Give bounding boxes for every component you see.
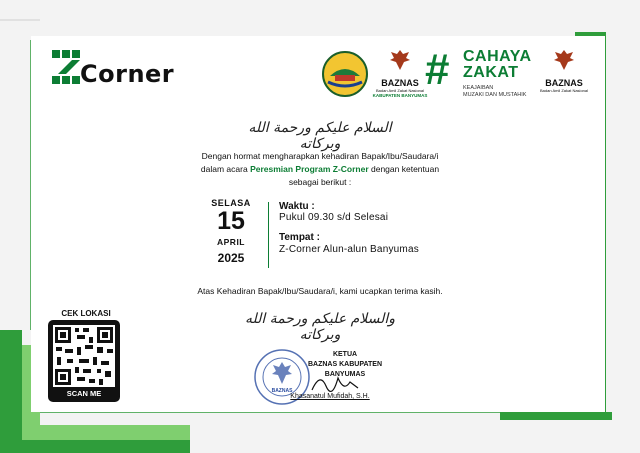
qr-label: CEK LOKASI xyxy=(61,309,111,318)
intro-line2-prefix: dalam acara xyxy=(200,164,251,174)
intro-line2-suffix: dengan ketentuan xyxy=(368,164,440,174)
banyumas-seal-icon xyxy=(320,48,370,98)
closing-arabic: والسلام عليكم ورحمة الله وبركاته xyxy=(244,311,396,343)
garuda-icon xyxy=(389,48,411,72)
intro-line1: Dengan hormat mengharapkan kehadiran Bapak/Ibu/Saudara/i xyxy=(201,151,439,161)
cahaya-zakat-line1: CAHAYA xyxy=(463,48,532,65)
stamp-center-text: BAZNAS xyxy=(271,388,293,394)
qr-scan-label[interactable]: SCAN ME xyxy=(66,389,102,398)
program-name: Peresmian Program Z-Corner xyxy=(250,164,369,174)
date-separator xyxy=(268,202,269,268)
baznas-kab-title: BAZNAS xyxy=(381,78,419,88)
baznas-kab-logo xyxy=(370,48,430,103)
time-label: Waktu : xyxy=(279,201,315,212)
signatory-name: Khasanatul Mufidah, S.H. xyxy=(290,393,370,400)
cahaya-zakat-tag2: MUZAKI DAN MUSTAHIK xyxy=(463,92,527,98)
greeting-arabic: السلام عليكم ورحمة الله وبركاته xyxy=(248,120,392,152)
signatory-org: BAZNAS KABUPATEN BANYUMAS xyxy=(307,361,383,378)
event-year: 2025 xyxy=(217,251,245,265)
event-day: SELASA xyxy=(211,198,251,208)
qr-code-icon[interactable] xyxy=(53,325,115,387)
cahaya-zakat-line2: ZAKAT xyxy=(463,64,519,81)
baznas-kab-subtitle: Badan Amil Zakat Nasional xyxy=(375,88,425,93)
logo-text: Corner xyxy=(80,60,175,88)
cahaya-zakat-hash: # xyxy=(425,45,450,94)
signatory-role: KETUA xyxy=(332,351,358,358)
cahaya-zakat-tagline xyxy=(463,85,526,99)
baznas-kab-region: KABUPATEN BANYUMAS xyxy=(372,93,428,98)
intro-paragraph xyxy=(160,150,480,189)
intro-line3: sebagai berikut : xyxy=(288,177,352,187)
cahaya-zakat-title xyxy=(463,49,532,81)
time-value: Pukul 09.30 s/d Selesai xyxy=(279,212,389,223)
place-value: Z-Corner Alun-alun Banyumas xyxy=(279,244,419,255)
event-month: APRIL xyxy=(217,237,245,247)
baznas-national-logo xyxy=(534,48,594,93)
thanks-text: Atas Kehadiran Bapak/Ibu/Saudara/i, kami ucapkan terima kasih. xyxy=(197,286,443,296)
event-date-number: 15 xyxy=(217,207,245,235)
cahaya-zakat-tag1: KEAJAIBAN xyxy=(463,85,494,91)
intro-line2 xyxy=(160,163,480,176)
place-label: Tempat : xyxy=(279,232,320,243)
garuda-icon xyxy=(553,48,575,72)
baznas-national-title: BAZNAS xyxy=(545,78,583,88)
baznas-national-subtitle: Badan Amil Zakat Nasional xyxy=(539,88,589,93)
